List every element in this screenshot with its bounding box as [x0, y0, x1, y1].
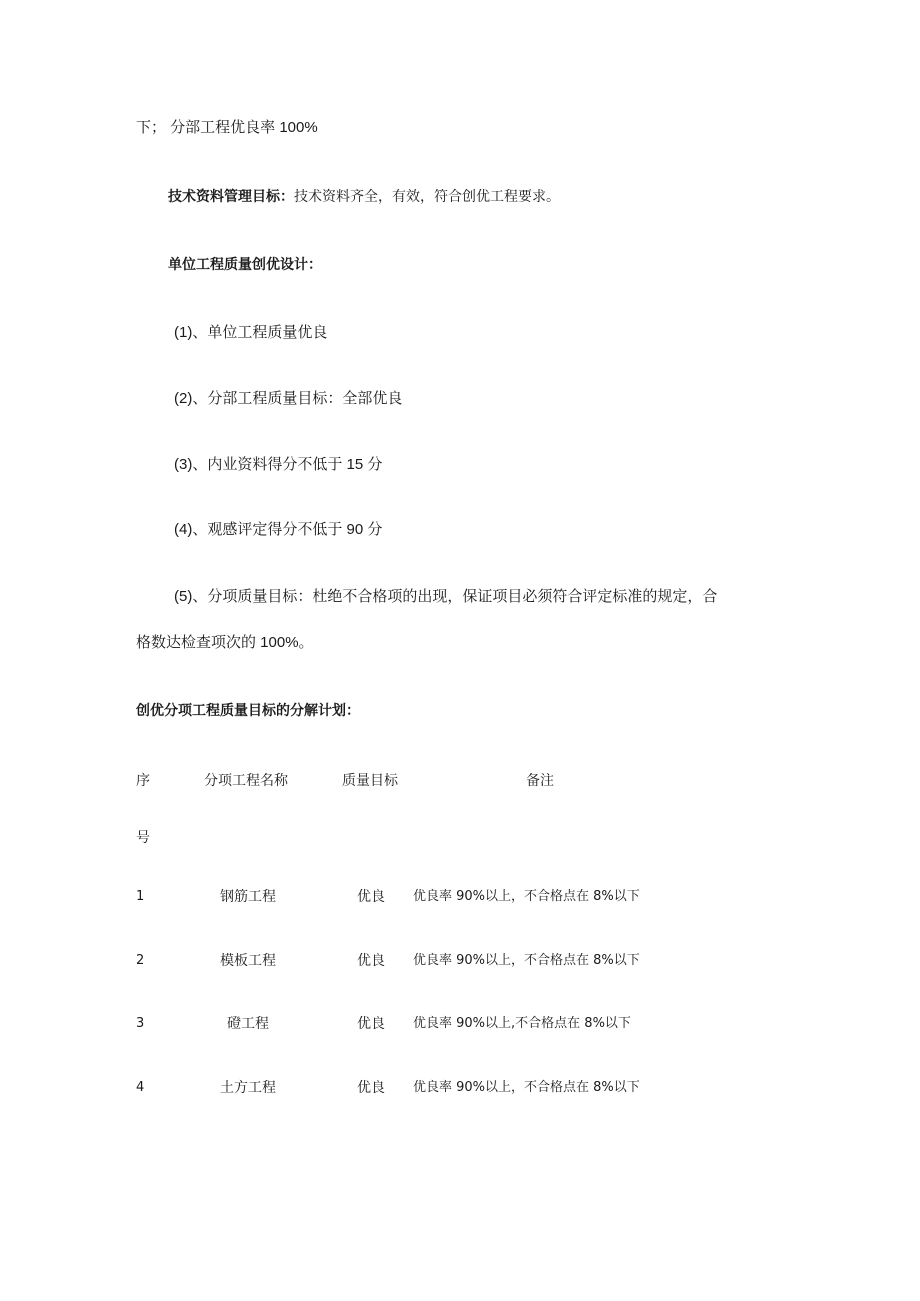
tech-docs-goal-text: 技术资料齐全，有效，符合创优工程要求。 [294, 189, 560, 205]
row-4-name: 土方工程 [220, 1080, 276, 1096]
row-1-no: 1 [136, 889, 145, 904]
list-item-3: (3)、内业资料得分不低于 15 分 [174, 456, 383, 473]
row-4-no: 4 [136, 1080, 145, 1095]
list-item-5-line-1: (5)、分项质量目标：杜绝不合格项的出现，保证项目必须符合评定标准的规定，合 [174, 588, 718, 605]
row-2-remark: 优良率 90%以上，不合格点在 8%以下 [413, 953, 640, 968]
tech-docs-goal-label: 技术资料管理目标： [168, 189, 294, 205]
header-target: 质量目标 [342, 773, 398, 789]
row-2-target: 优良 [357, 953, 385, 969]
row-1-target: 优良 [357, 889, 385, 905]
row-4-target: 优良 [357, 1080, 385, 1096]
header-seq-bottom: 号 [136, 830, 150, 846]
plan-heading: 创优分项工程质量目标的分解计划： [136, 703, 360, 719]
header-name: 分项工程名称 [204, 773, 288, 789]
unit-design-heading: 单位工程质量创优设计： [168, 257, 322, 273]
row-3-name: 磴工程 [227, 1016, 269, 1032]
row-4-remark: 优良率 90%以上，不合格点在 8%以下 [413, 1080, 640, 1095]
header-seq-top: 序 [136, 773, 150, 789]
row-3-target: 优良 [357, 1016, 385, 1032]
row-1-name: 钢筋工程 [220, 889, 276, 905]
tech-docs-goal [168, 187, 560, 207]
row-3-remark: 优良率 90%以上,不合格点在 8%以下 [413, 1016, 631, 1031]
list-item-4: (4)、观感评定得分不低于 90 分 [174, 521, 383, 538]
row-2-name: 模板工程 [220, 953, 276, 969]
row-2-no: 2 [136, 953, 145, 968]
header-remark: 备注 [526, 773, 554, 789]
row-3-no: 3 [136, 1016, 145, 1031]
list-item-2: (2)、分部工程质量目标：全部优良 [174, 390, 403, 407]
row-1-remark: 优良率 90%以上，不合格点在 8%以下 [413, 889, 640, 904]
list-item-1: (1)、单位工程质量优良 [174, 324, 328, 341]
text-line-1: 下； 分部工程优良率 100% [136, 119, 318, 136]
list-item-5-line-2: 格数达检查项次的 100%。 [136, 634, 314, 651]
